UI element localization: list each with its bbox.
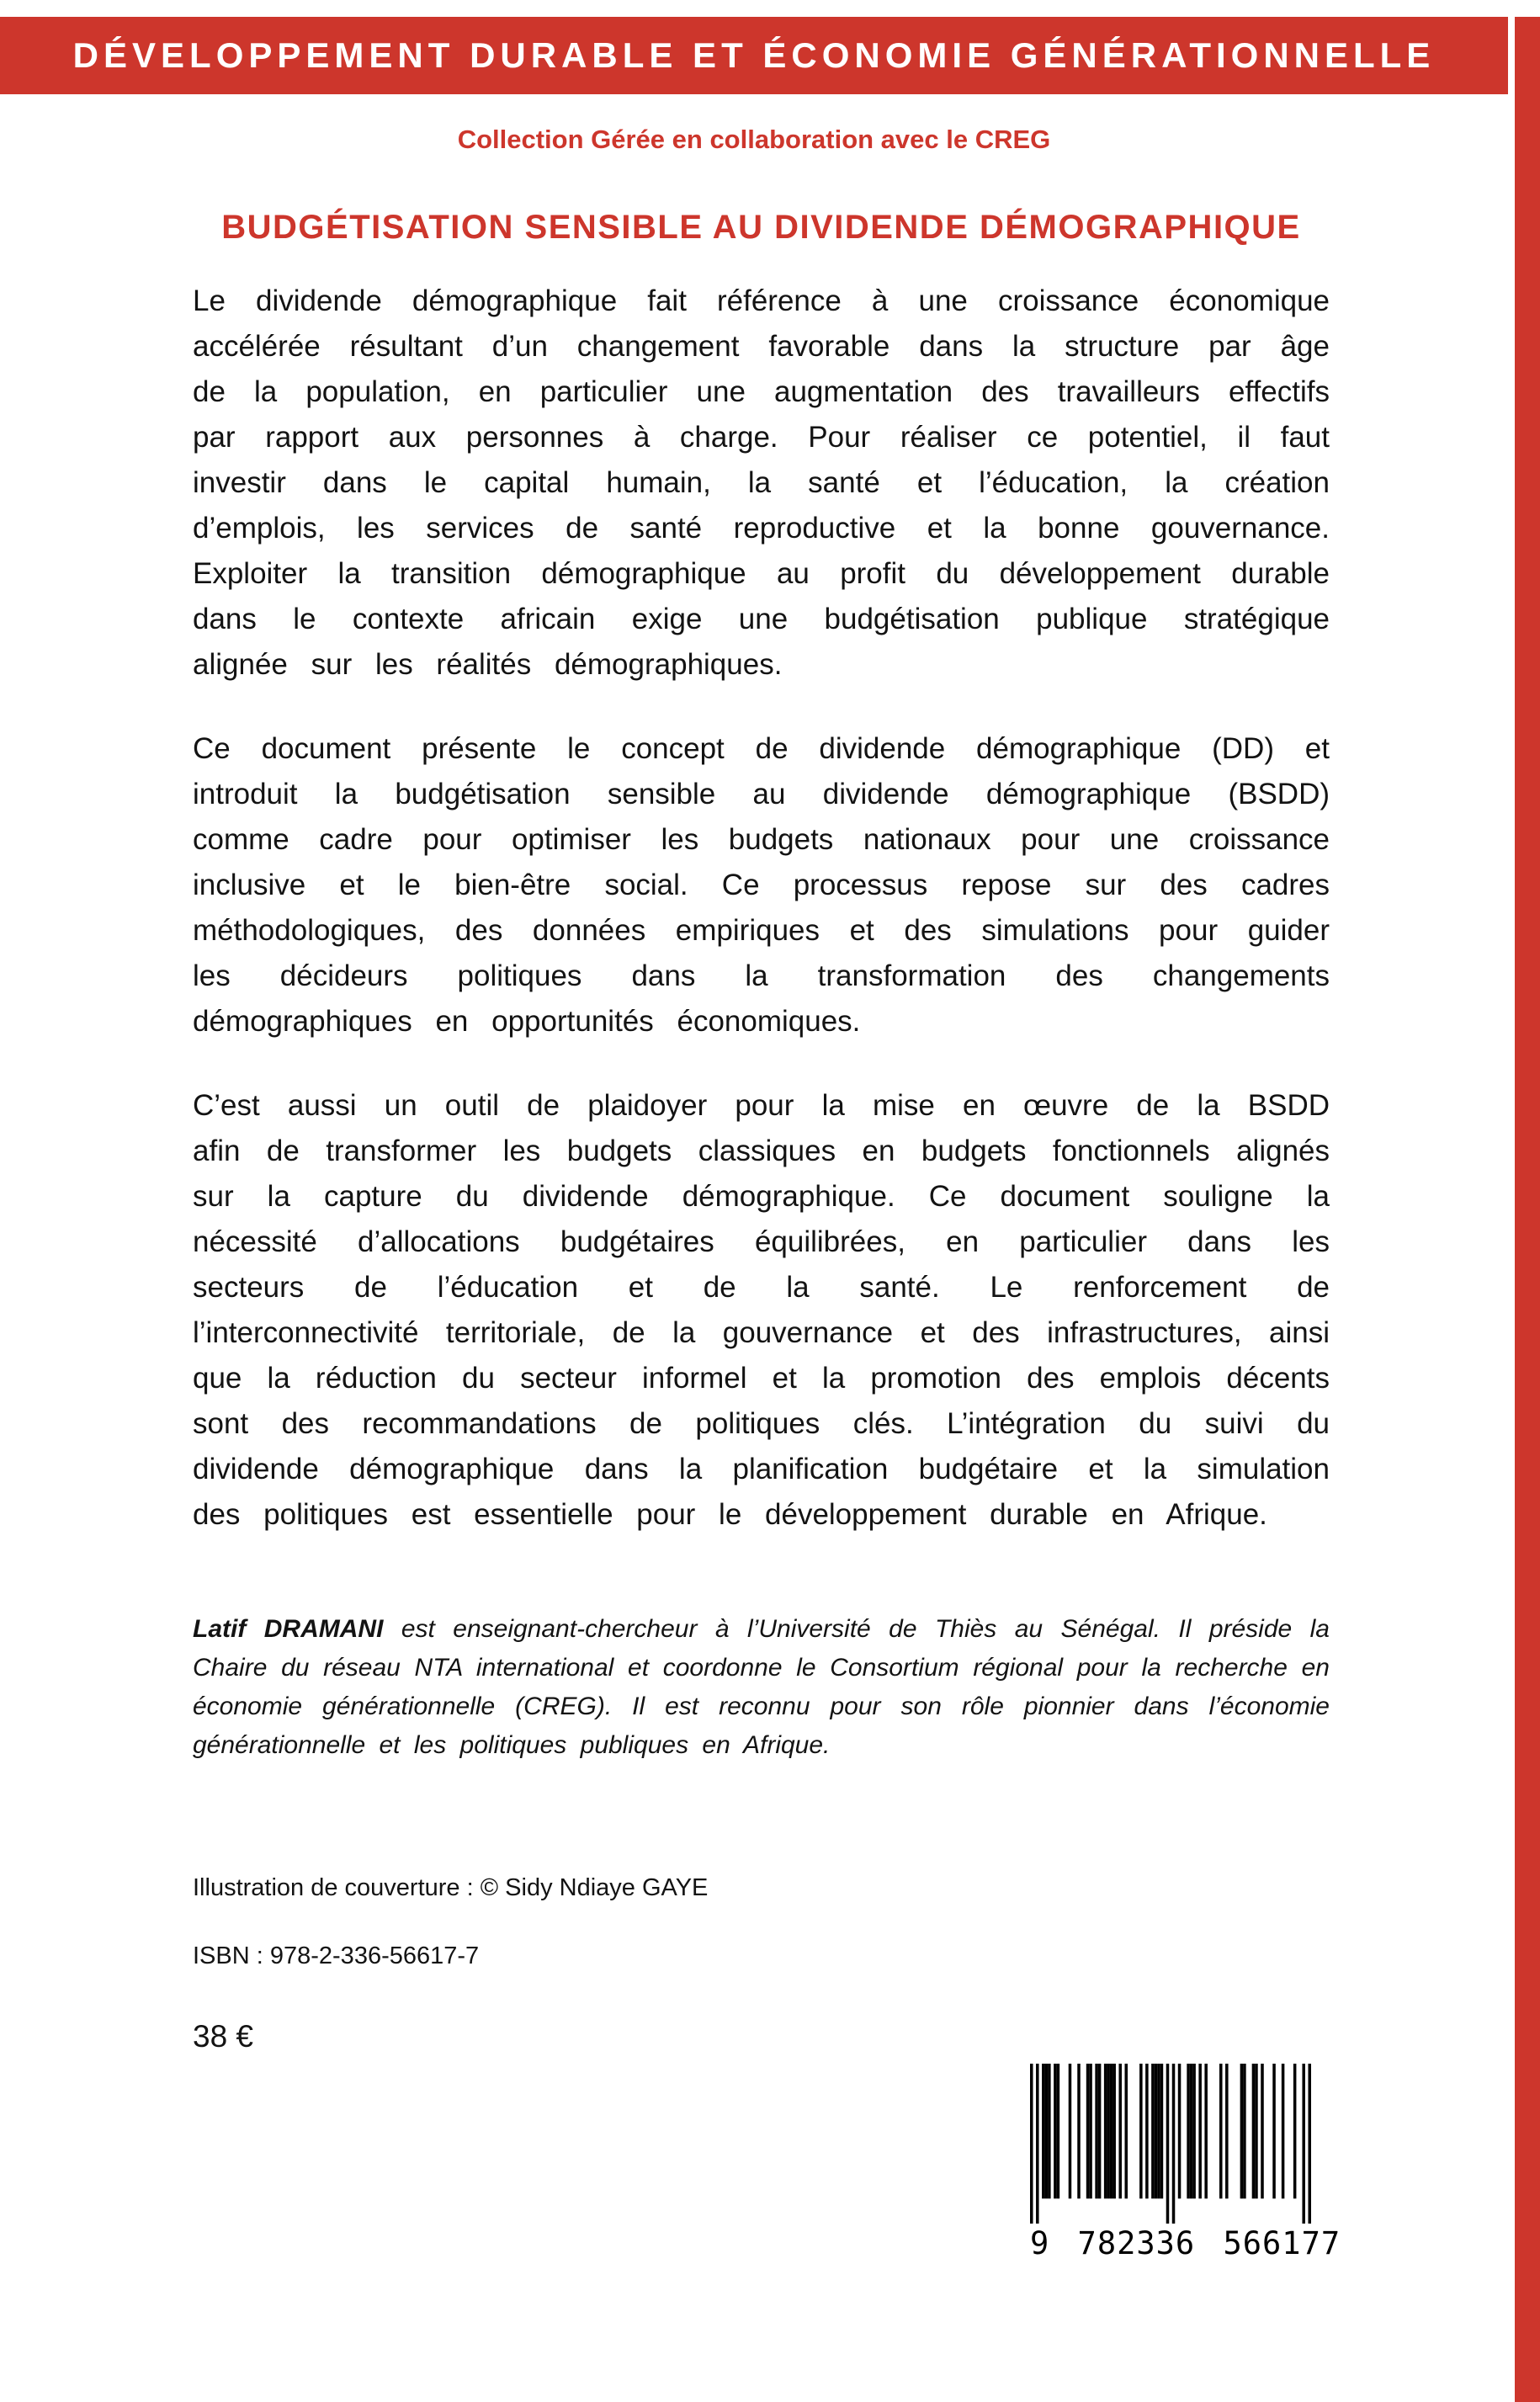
collection-title: DÉVELOPPEMENT DURABLE ET ÉCONOMIE GÉNÉRATIONNELLE bbox=[72, 35, 1436, 75]
book-title: BUDGÉTISATION SENSIBLE AU DIVIDENDE DÉMOGRAPHIQUE bbox=[221, 209, 1301, 246]
barcode bbox=[1025, 2060, 1341, 2268]
isbn-line: ISBN : 978-2-336-56617-7 bbox=[193, 1942, 480, 1969]
synopsis-paragraph: Le dividende démographique fait référence à une croissance économique accélérée résultant d’un changement favorable dans la structure par âge de la population, en particulier une augmentation des travailleurs effectifs par rapport aux personnes à charge. Pour réaliser ce potentiel, il faut investir dans le capital humain, la santé et l’éducation, la création d’emplois, les services de santé reproductive et la bonne gouvernance. Exploiter la transition démographique au profit du développement durable dans le contexte africain exige une budgétisation publique stratégique alignée sur les réalités démographiques. bbox=[193, 284, 1330, 681]
barcode-number: 9 782336 566177 bbox=[1030, 2225, 1341, 2261]
spine-accent-strip bbox=[1515, 17, 1540, 2402]
synopsis-paragraph: C’est aussi un outil de plaidoyer pour la mise en œuvre de la BSDD afin de transformer les budgets classiques en budgets fonctionnels alignés sur la capture du dividende démographique. Ce document souligne la nécessité d’allocations budgétaires équilibrées, en particulier dans les secteurs de l’éducation et de la santé. Le renforcement de l’interconnectivité territoriale, de la gouvernance et des infrastructures, ainsi que la réduction du secteur informel et la promotion des emplois décents sont des recommandations de politiques clés. L’intégration du suivi du dividende démographique dans la planification budgétaire et la simulation des politiques est essentielle pour le développement durable en Afrique. bbox=[193, 1089, 1330, 1531]
author-bio-text: est enseignant-chercheur à l’Université de Thiès au Sénégal. Il préside la Chaire du réseau NTA international et coordonne le Consortium régional pour la recherche en économie générationnelle (CREG). Il est reconnu pour son rôle pionnier dans l’économie générationnelle et les politiques publiques en Afrique. bbox=[193, 1615, 1330, 1759]
imprint-block bbox=[193, 1874, 1330, 2054]
author-name: Latif DRAMANI bbox=[193, 1615, 384, 1643]
collection-banner bbox=[0, 17, 1508, 94]
cover-illustration-credit: Illustration de couverture : © Sidy Ndiaye GAYE bbox=[193, 1874, 709, 1901]
barcode-bars bbox=[1030, 2064, 1311, 2224]
author-bio bbox=[193, 1610, 1330, 1765]
synopsis-paragraph: Ce document présente le concept de dividende démographique (DD) et introduit la budgétisation sensible au dividende démographique (BSDD) comme cadre pour optimiser les budgets nationaux pour une croissance inclusive et le bien-être social. Ce processus repose sur des cadres méthodologiques, des données empiriques et des simulations pour guider les décideurs politiques dans la transformation des changements démographiques en opportunités économiques. bbox=[193, 732, 1330, 1038]
back-cover-text bbox=[193, 209, 1330, 2054]
collection-subtitle: Collection Gérée en collaboration avec le CREG bbox=[457, 125, 1051, 154]
book-back-cover bbox=[0, 17, 1540, 2402]
price: 38 € bbox=[193, 2019, 254, 2054]
